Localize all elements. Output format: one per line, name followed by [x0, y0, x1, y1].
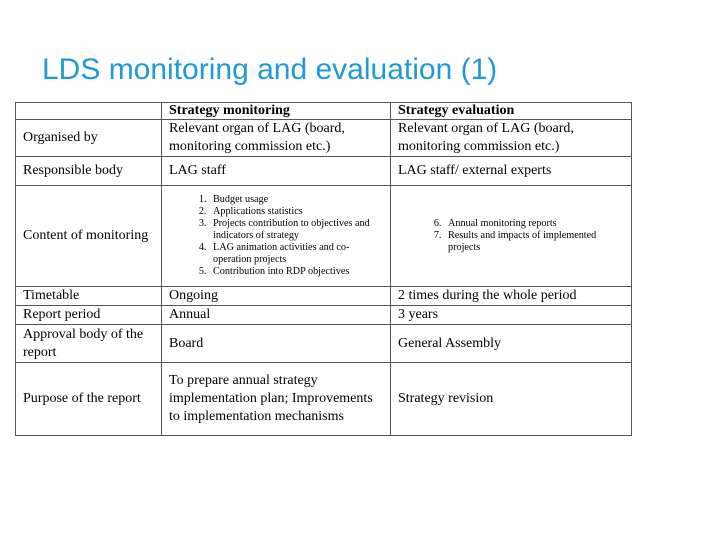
- table-row: [16, 363, 632, 436]
- row-label-responsible-body: Responsible body: [16, 157, 162, 186]
- header-strategy-evaluation: Strategy evaluation: [391, 103, 632, 120]
- cell-monitoring-report-period: Annual: [162, 306, 391, 325]
- cell-evaluation-timetable: 2 times during the whole period: [391, 287, 632, 306]
- list-item: 4. LAG animation activities and co-operation projects: [209, 242, 383, 266]
- list-item: 1. Budget usage: [209, 194, 383, 206]
- cell-evaluation-approval-body: General Assembly: [391, 325, 632, 363]
- table-row: [16, 287, 632, 306]
- table-header-row: [16, 103, 632, 120]
- table-row: [16, 306, 632, 325]
- list-item: 6. Annual monitoring reports: [444, 218, 624, 230]
- cell-monitoring-organised-by: Relevant organ of LAG (board, monitoring commission etc.): [162, 120, 391, 157]
- table-row: [16, 157, 632, 186]
- table-row: [16, 186, 632, 287]
- table-row: [16, 325, 632, 363]
- evaluation-content-list: [398, 218, 624, 254]
- cell-monitoring-responsible-body: LAG staff: [162, 157, 391, 186]
- row-label-purpose: Purpose of the report: [16, 363, 162, 436]
- cell-monitoring-approval-body: Board: [162, 325, 391, 363]
- monitoring-evaluation-table: [15, 102, 632, 436]
- row-label-organised-by: Organised by: [16, 120, 162, 157]
- header-strategy-monitoring: Strategy monitoring: [162, 103, 391, 120]
- row-label-timetable: Timetable: [16, 287, 162, 306]
- cell-evaluation-content: [391, 186, 632, 287]
- list-item: 5. Contribution into RDP objectives: [209, 266, 383, 278]
- header-empty: [16, 103, 162, 120]
- cell-evaluation-report-period: 3 years: [391, 306, 632, 325]
- list-item: 7. Results and impacts of implemented projects: [444, 230, 624, 254]
- monitoring-content-list: [169, 194, 383, 278]
- row-label-content-of-monitoring: Content of monitoring: [16, 186, 162, 287]
- table-row: [16, 120, 632, 157]
- cell-monitoring-timetable: Ongoing: [162, 287, 391, 306]
- cell-evaluation-organised-by: Relevant organ of LAG (board, monitoring commission etc.): [391, 120, 632, 157]
- row-label-approval-body: Approval body of the report: [16, 325, 162, 363]
- row-label-report-period: Report period: [16, 306, 162, 325]
- list-item: 2. Applications statistics: [209, 206, 383, 218]
- cell-evaluation-responsible-body: LAG staff/ external experts: [391, 157, 632, 186]
- cell-monitoring-purpose: To prepare annual strategy implementation plan; Improvements to implementation mechanisms: [162, 363, 391, 436]
- cell-monitoring-content: [162, 186, 391, 287]
- list-item: 3. Projects contribution to objectives and indicators of strategy: [209, 218, 383, 242]
- cell-evaluation-purpose: Strategy revision: [391, 363, 632, 436]
- slide-title: LDS monitoring and evaluation (1): [42, 53, 498, 86]
